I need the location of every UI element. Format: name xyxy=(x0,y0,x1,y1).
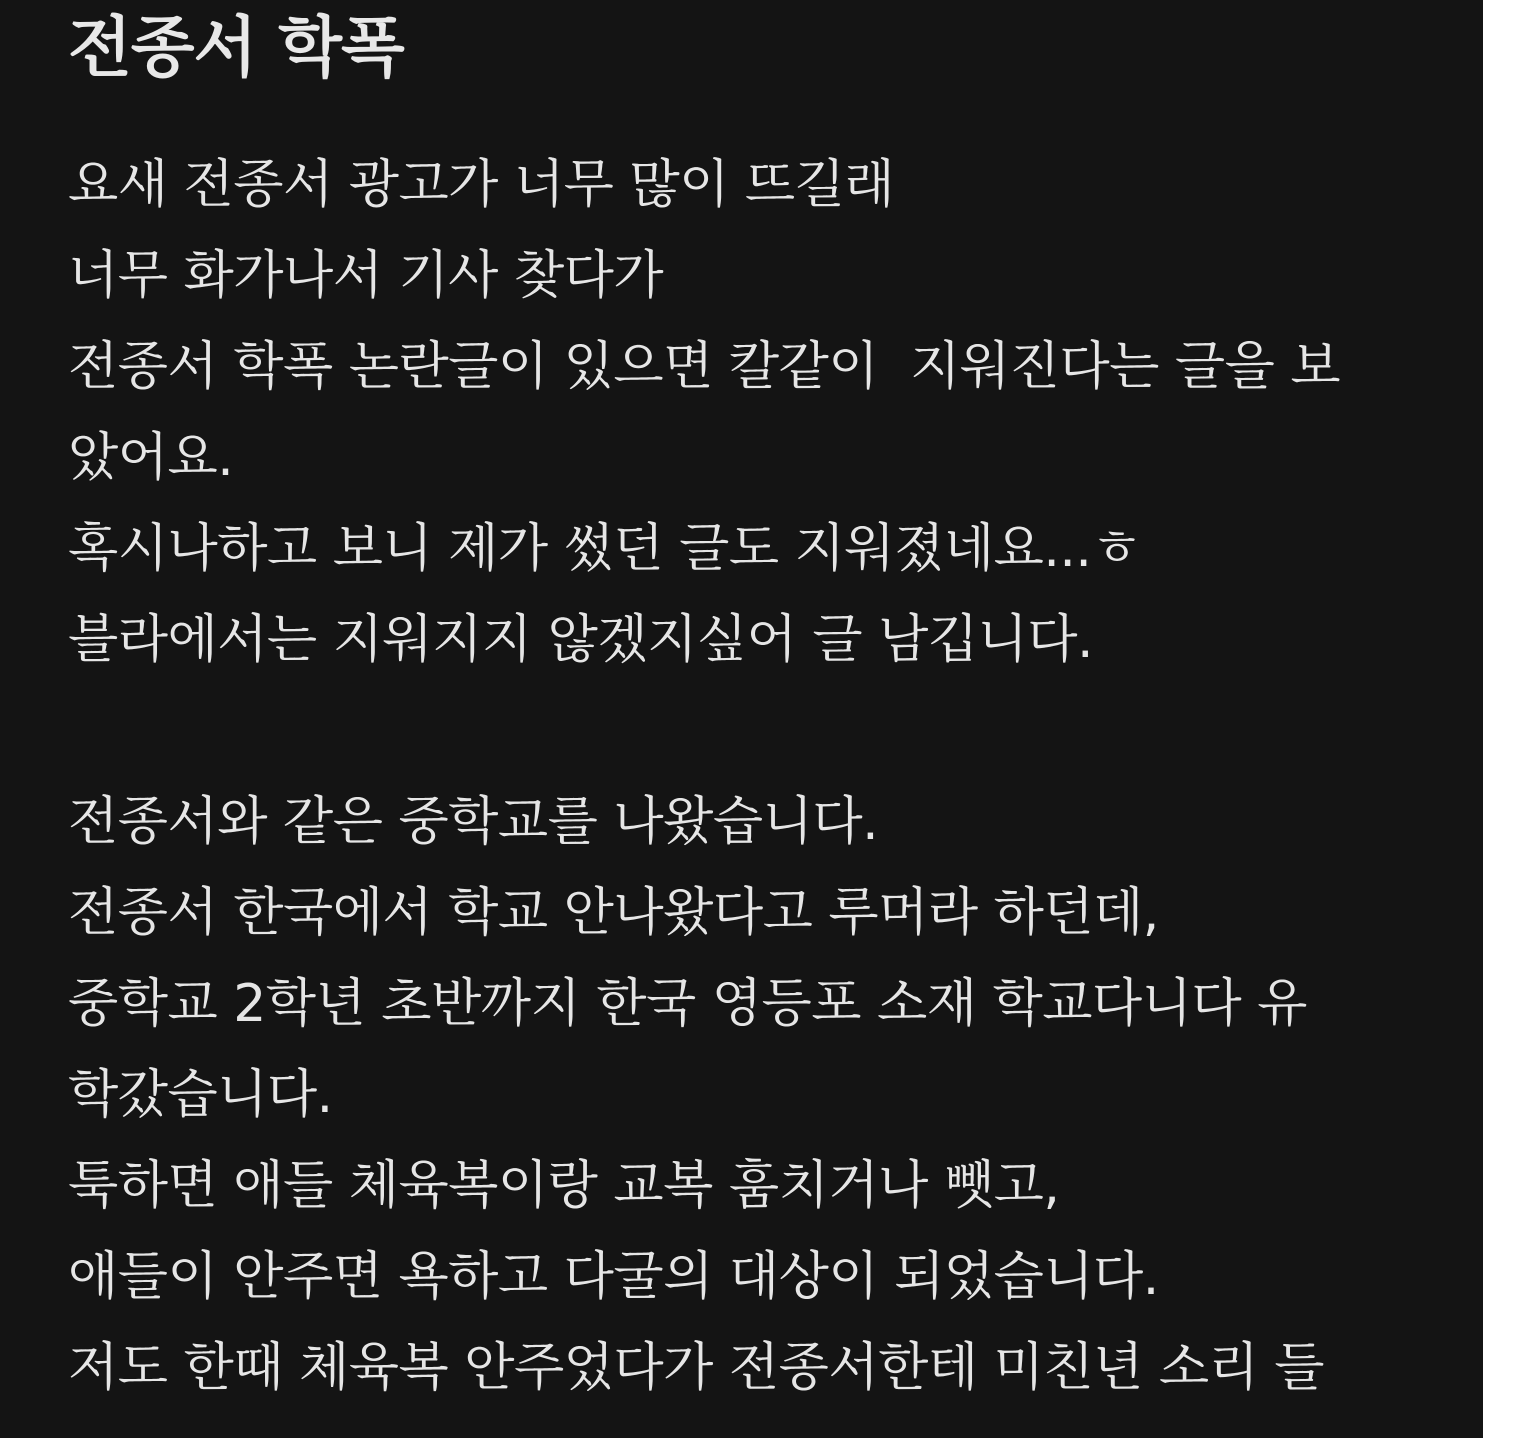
body-line: 애들이 안주면 욕하고 다굴의 대상이 되었습니다. xyxy=(68,1247,1159,1307)
body-line: 너무 화가나서 기사 찾다가 xyxy=(68,246,664,306)
body-line: 았어요. xyxy=(68,428,234,488)
body-line: 혹시나하고 보니 제가 썼던 글도 지워졌네요...ㅎ xyxy=(68,519,1142,579)
body-line: 전종서 학폭 논란글이 있으면 칼같이 지워진다는 글을 보 xyxy=(68,337,1341,397)
body-line: 툭하면 애들 체육복이랑 교복 훔치거나 뺏고, xyxy=(68,1156,1060,1216)
blank-line xyxy=(68,686,1483,777)
body-line: 전종서 한국에서 학교 안나왔다고 루머라 하던데, xyxy=(68,883,1159,943)
body-line: 전종서와 같은 중학교를 나왔습니다. xyxy=(68,792,879,852)
post-body xyxy=(68,140,1483,1414)
body-line: 중학교 2학년 초반까지 한국 영등포 소재 학교다니다 유 xyxy=(68,974,1307,1034)
body-line: 요새 전종서 광고가 너무 많이 뜨길래 xyxy=(68,155,895,215)
post-title: 전종서 학폭 xyxy=(68,9,404,86)
body-line: 저도 한때 체육복 안주었다가 전종서한테 미친년 소리 들 xyxy=(68,1338,1325,1398)
body-line: 학갔습니다. xyxy=(68,1065,333,1125)
body-line: 블라에서는 지워지지 않겠지싶어 글 남깁니다. xyxy=(68,610,1094,670)
